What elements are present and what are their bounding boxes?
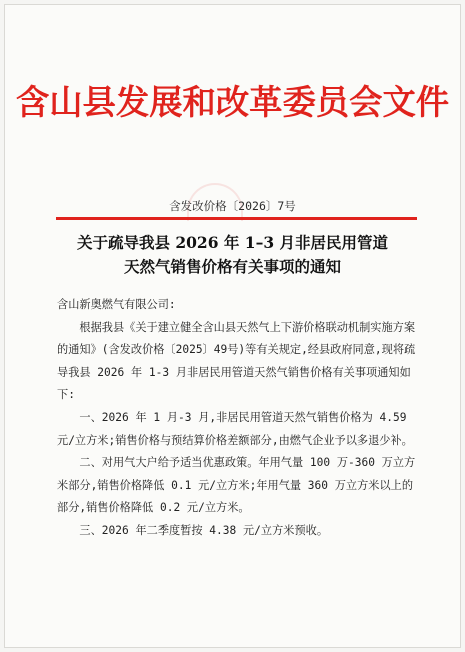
document-number: 含发改价格〔2026〕7号: [169, 199, 296, 213]
addressee: 含山新奥燃气有限公司:: [57, 298, 176, 311]
notice-title-line-2: 天然气销售价格有关事项的通知: [123, 257, 341, 276]
paragraph-item-1: 一、2026 年 1 月-3 月,非居民用管道天然气销售价格为 4.59 元/立方米;销售价格与预结算价格差额部分,由燃气企业予以多退少补。: [57, 410, 413, 447]
document-page: [4, 4, 461, 648]
paragraph-item-2: 二、对用气大户给予适当优惠政策。年用气量 100 万-360 万立方米部分,销售价格降低 0.1 元/立方米;年用气量 360 万立方米以上的部分,销售价格降低 0.2 元/立方米。: [57, 456, 416, 515]
paragraph-basis: 根据我县《关于建立健全含山县天然气上下游价格联动机制实施方案的通知》(含发改价格〔2025〕49号)等有关规定,经县政府同意,现将疏导我县 2026 年 1-3 月非居民用管道天然气销售价格有关事项通知如下:: [57, 320, 416, 402]
notice-body: [57, 294, 419, 543]
notice-title-line-1: 关于疏导我县 2026 年 1–3 月非居民用管道: [76, 233, 389, 252]
paragraph-item-3: 三、2026 年二季度暂按 4.38 元/立方米预收。: [79, 523, 329, 537]
issuer-header-title: 含山县发展和改革委员会文件: [15, 83, 450, 123]
notice-title: [5, 231, 460, 279]
red-divider-line: [56, 217, 417, 220]
